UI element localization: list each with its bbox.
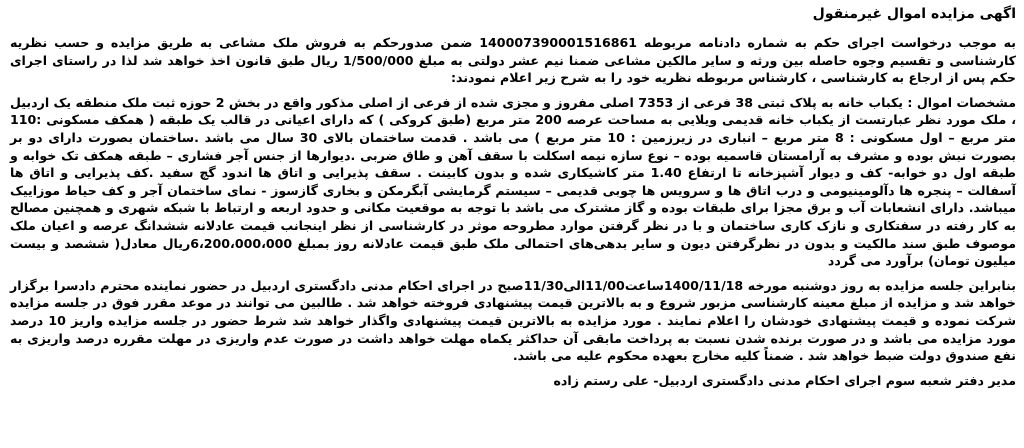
signature-line: مدیر دفتر شعبه سوم اجرای احکام مدنی دادگستری اردبیل- علی رستم زاده xyxy=(553,372,1016,388)
intro-paragraph: به موجب درخواست اجرای حکم به شماره دادنامه مربوطه 140007390001516861 ضمن صدورحکم به فروش ملک مشاعی به طریق مزایده و حسب نظریه کارشناسی و تقسیم وجوه حاصله بین ورثه و سایر مالکین مشاعی ضمنا نیم عشر دولتی به مبلغ 1/500/000 ریال طبق قانون اخذ خواهد شد لذا در راستای اجرای حکم پس از ارجاع به کارشناسی ، کارشناس مربوطه نظریه خود را به شرح زیر اعلام نمودند: xyxy=(10,35,1016,86)
notice-title: اگهی مزایده اموال غیرمنقول xyxy=(812,6,1016,22)
property-specs-paragraph: مشخصات اموال : یکباب خانه به پلاک ثبتی 38 فرعی از 7353 اصلی مفروز و مجزی شده از فرعی از اصلی مذکور واقع در بخش 2 حوزه ثبت ملک منطقه یک اردبیل ، ملک مورد نظر عبارتست از یکباب خانه قدیمی ویلایی به مساحت عرصه 200 متر مربع (طبق کروکی ) که دارای اعیانی در قالب یک طبقه ( همکف مسکونی :110 متر مربع – اول مسکونی : 8 متر مربع – انباری در زیرزمین : 10 متر مربع ) می باشد . قدمت ساختمان بالای 30 سال می باشد .ساختمان بصورت دارای دو بر بصورت نبش بوده و مشرف به آرامستان قاسمیه بوده – نوع سازه نیمه اسکلت با سقف آهن و طاق ضربی .دیوارها از جنس آجر فشاری – طبقه همکف تک خوابه و طبقه اول دو خوابه- کف و دیوار آشپزخانه تا ارتفاع 1.40 متر کاشیکاری شده و بدون کابینت . سقف پذیرایی و اتاق ها اندود گچ سفید .کف پذیرایی و اتاق ها آسفالت – پنجره ها دآلومینیومی و درب اتاق ها و سرویس ها چوبی قدیمی – سیستم گرمایشی آبگرمکن و بخاری گازسوز - نمای ساختمان آجر و کف حیاط موزاییک میباشد. دارای انشعابات آب و برق مجزا برای طبقات بوده و گاز مشترک می باشد با توجه به موقعیت مکانی و حدود اربعه و ارتباط با شبکه شهری و همچنین مصالح به کار رفته در سفتکاری و نازک کاری ساختمان و با در نظر گرفتن موارد مطروحه موثر در کارشناسی از نظر اینجانب قیمت عادلانه ششدانگ عرصه و اعیان ملک موصوف طبق سند مالکیت و بدون در نظرگرفتن دیون و سایر بدهی‌های احتمالی ملک طبق قیمت عادلانه روز بمبلغ 6،200،000،000ریال معادل( ششصد و بیست میلیون تومان) برآورد می گردد xyxy=(10,94,1016,269)
auction-session-paragraph: بنابراین جلسه مزایده به روز دوشنبه مورخه 1400/11/18ساعت11/00الی11/30صبح در اجرای احکام مدنی دادگستری اردبیل در حضور نماینده محترم دادسرا برگزار خواهد شد و مزایده از مبلغ معینه کارشناسی مزبور شروع و به بالاترین قیمت پیشنهادی فروخته خواهد شد . طالبین می توانند در موعد مقرر فوق در جلسه مزایده شرکت نموده و قیمت پیشنهادی خودشان را اعلام نمایند . مورد مزایده به بالاترین قیمت پیشنهادی واگذار خواهد شد شرط حضور در جلسه مزایده واریز 10 درصد مورد مزایده می باشد و در صورت برنده شدن نسبت به پرداخت مابقی آن حداکثر یکماه مهلت خواهد داشت در صورت عدم واریزی در مهلت مقرره درصد واریزی به نفع صندوق دولت ضبط خواهد شد . ضمناً کلیه مخارج بعهده محکوم علیه می باشد. xyxy=(10,277,1017,364)
